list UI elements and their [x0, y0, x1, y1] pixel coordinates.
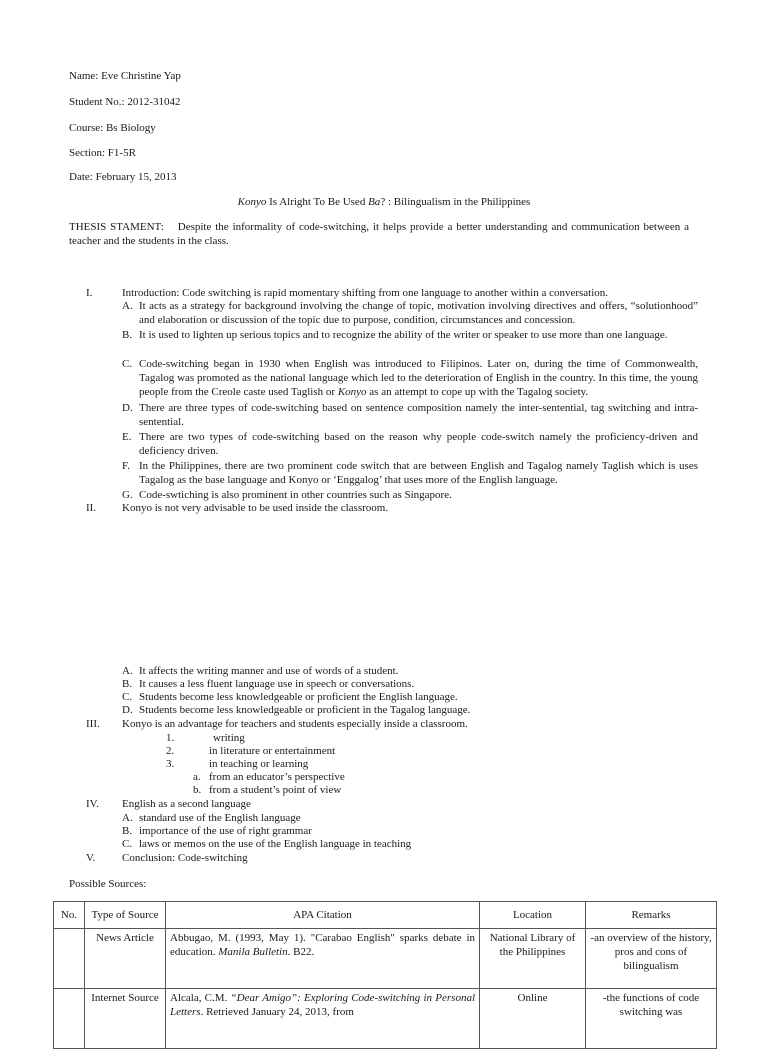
outline-heading-i: Introduction: Code switching is rapid momentary shifting from one language to another within a conversation.: [122, 287, 609, 299]
sub-item-text: from a student’s point of view: [209, 784, 342, 796]
citation-text: . B22.: [287, 946, 315, 958]
list-item-letter: D.: [122, 704, 133, 716]
list-item-text: In the Philippines, there are two prominent code switch that are between English and Tagalog namely Taglish which is uses Tagalog as the base language and Konyo or ‘Enggalog’ that uses more of the English language.: [139, 460, 698, 486]
citation-text: . Retrieved January 24, 2013, from: [200, 1006, 354, 1018]
list-item-text: It is used to lighten up serious topics and to recognize the ability of the writer or speaker to use more than one language.: [139, 329, 668, 341]
cell-no: [54, 929, 85, 989]
cell-citation: [166, 989, 480, 1049]
list-item-letter: C.: [122, 838, 133, 850]
citation-text: Abbugao, M. (1993, May 1). "Carabao English" sparks debate in education.: [170, 932, 475, 958]
citation-italic: Manila Bulletin: [218, 946, 288, 958]
sub-item-letter: a.: [193, 771, 201, 783]
list-item-text: It acts as a strategy for background involving the change of topic, motivation involving directives and offers, “solutionhood” and elaboration or discussion of the topic due to purpose, condition, circumstances and concession.: [139, 300, 698, 326]
list-item-letter: C.: [122, 358, 133, 370]
list-item-number: 1.: [166, 732, 175, 744]
list-item-text: It causes a less fluent language use in speech or conversations.: [139, 678, 415, 690]
list-item-letter: A.: [122, 300, 133, 312]
cell-location: Online: [480, 989, 586, 1049]
citation-text: Alcala, C.M.: [170, 992, 231, 1004]
list-item-number: 2.: [166, 745, 175, 757]
cell-location: National Library of the Philippines: [480, 929, 586, 989]
citation-italic: “Dear Amigo”: Exploring Code-switching in Personal Letters: [170, 992, 475, 1018]
list-item-text: There are two types of code-switching based on the reason why people code-switch namely the proficiency-driven and deficiency driven.: [139, 431, 698, 457]
cell-citation: [166, 929, 480, 989]
date: Date: February 15, 2013: [69, 171, 177, 183]
list-item-text: laws or memos on the use of the English language in teaching: [139, 838, 412, 850]
list-item-text: standard use of the English language: [139, 812, 301, 824]
outline-heading-ii: Konyo is not very advisable to be used inside the classroom.: [122, 502, 389, 514]
outline-numeral-v: V.: [86, 852, 96, 864]
list-item-text: in teaching or learning: [209, 758, 309, 770]
list-item-number: 3.: [166, 758, 175, 770]
list-item-text: Students become less knowledgeable or proficient in the Tagalog language.: [139, 704, 471, 716]
list-item-letter: B.: [122, 329, 133, 341]
outline-numeral-i: I.: [86, 287, 93, 299]
list-item-letter: D.: [122, 402, 133, 414]
column-header: Type of Source: [85, 902, 166, 929]
table-row: [54, 929, 717, 989]
student-name: Name: Eve Christine Yap: [69, 70, 181, 82]
title-ba: Ba: [368, 196, 381, 208]
column-header: Remarks: [586, 902, 717, 929]
thesis-label: THESIS STAMENT:: [69, 221, 164, 233]
list-item-text: Code-swtiching is also prominent in other countries such as Singapore.: [139, 489, 452, 501]
thesis-statement: [69, 220, 689, 248]
table-row: [54, 989, 717, 1049]
outline-heading-iv: English as a second language: [122, 798, 251, 810]
cell-no: [54, 989, 85, 1049]
column-header: Location: [480, 902, 586, 929]
sub-item-text: from an educator’s perspective: [209, 771, 345, 783]
list-item-letter: C.: [122, 691, 133, 703]
list-item-letter: G.: [122, 489, 133, 501]
outline-heading-v: Conclusion: Code-switching: [122, 852, 248, 864]
list-item-letter: A.: [122, 665, 133, 677]
cell-type: Internet Source: [85, 989, 166, 1049]
cell-remarks: -an overview of the history, pros and cons of bilingualism: [586, 929, 717, 989]
outline-heading-iii: Konyo is an advantage for teachers and students especially inside a classroom.: [122, 718, 468, 730]
list-item-text: Students become less knowledgeable or proficient the English language.: [139, 691, 458, 703]
column-header: No.: [54, 902, 85, 929]
list-item-letter: F.: [122, 460, 130, 472]
list-item-letter: A.: [122, 812, 133, 824]
student-number: Student No.: 2012-31042: [69, 96, 181, 108]
list-item-text: There are three types of code-switching based on sentence composition namely the inter-sentential, tag switching and intra-sentential.: [139, 402, 698, 428]
sources-table: [53, 901, 717, 1049]
list-item-letter: B.: [122, 825, 133, 837]
list-item-text: in literature or entertainment: [209, 745, 336, 757]
course: Course: Bs Biology: [69, 122, 156, 134]
list-item-text: [139, 357, 698, 399]
outline-numeral-iv: IV.: [86, 798, 99, 810]
table-header-row: [54, 902, 717, 929]
sub-item-letter: b.: [193, 784, 202, 796]
list-item-text: writing: [213, 732, 245, 744]
list-item-letter: E.: [122, 431, 132, 443]
section: Section: F1-5R: [69, 147, 136, 159]
list-item-text-part: as an attempt to cope up with the Tagalog society.: [366, 386, 589, 398]
list-item-text: importance of the use of right grammar: [139, 825, 312, 837]
thesis-text: Despite the informality of code-switching, it helps provide a better understanding and communication between a teacher and the students in the class.: [69, 221, 689, 247]
cell-type: News Article: [85, 929, 166, 989]
title-middle: Is Alright To Be Used: [266, 196, 369, 208]
document-title: [0, 195, 768, 209]
list-item-text: It affects the writing manner and use of words of a student.: [139, 665, 399, 677]
title-konyo: Konyo: [237, 196, 267, 208]
list-item-text-italic: Konyo: [337, 386, 367, 398]
list-item-letter: B.: [122, 678, 133, 690]
outline-numeral-iii: III.: [86, 718, 100, 730]
sources-label: Possible Sources:: [69, 878, 147, 890]
list-item-text-part: Code-switching began in 1930 when English was introduced to Filipinos. Later on, during the time of Commonwealth, Tagalog was promoted as the national language which led to the deterioration of English in the country. In this time, the young people from the Creole caste used Taglish or: [139, 358, 698, 398]
title-end: ? : Bilingualism in the Philippines: [380, 196, 531, 208]
column-header: APA Citation: [166, 902, 480, 929]
cell-remarks: -the functions of code switching was: [586, 989, 717, 1049]
outline-numeral-ii: II.: [86, 502, 97, 514]
